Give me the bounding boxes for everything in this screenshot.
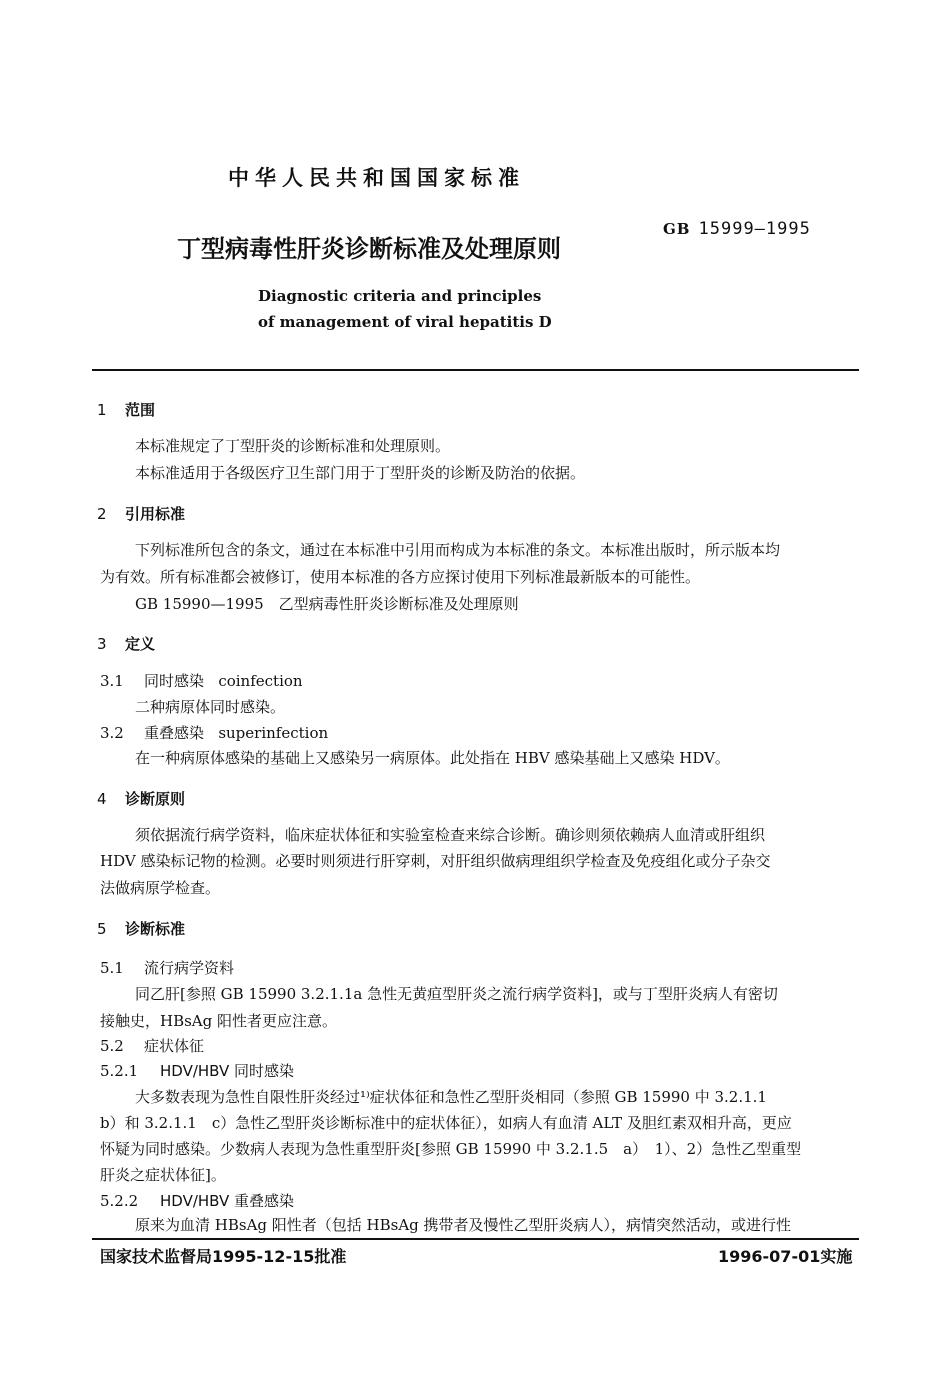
section-title: 引用标准	[125, 505, 186, 523]
section-title: 诊断标准	[125, 920, 186, 938]
clause-title: HDV/HBV 重叠感染	[160, 1192, 295, 1210]
clause-number: 5.2	[100, 1037, 124, 1055]
clause-5-2-2-line-1: 原来为血清 HBsAg 阳性者（包括 HBsAg 携带者及慢性乙型肝炎病人），病情突然活动，或进行性	[135, 1216, 792, 1234]
clause-5-1-line-2: 接触史，HBsAg 阳性者更应注意。	[100, 1012, 338, 1030]
clause-5-1-heading	[100, 957, 234, 978]
standard-code-number: 15999—1995	[698, 219, 811, 239]
clause-title: HDV/HBV 同时感染	[160, 1062, 295, 1080]
term-en: superinfection	[218, 724, 329, 742]
section-1-heading	[97, 399, 155, 420]
section-number: 3	[97, 635, 107, 653]
implementation-date: 1996-07-01实施	[718, 1247, 853, 1266]
term-zh: 同时感染	[144, 672, 205, 690]
section-1-para-2: 本标准适用于各级医疗卫生部门用于丁型肝炎的诊断及防治的依据。	[135, 464, 586, 482]
reference-standard: GB 15990—1995 乙型病毒性肝炎诊断标准及处理原则	[135, 595, 519, 613]
section-number: 2	[97, 505, 107, 523]
clause-number: 5.2.1	[100, 1062, 139, 1080]
standard-code-prefix: GB	[663, 220, 691, 238]
clause-number: 5.2.2	[100, 1192, 139, 1210]
definition-3-1-text: 二种病原体同时感染。	[135, 698, 286, 716]
section-title: 定义	[125, 635, 156, 653]
clause-5-2-1-line-4: 肝炎之症状体征]。	[100, 1166, 226, 1184]
term-en: coinfection	[218, 672, 303, 690]
definition-3-1-heading	[100, 670, 303, 691]
section-number: 1	[97, 401, 107, 419]
section-title: 诊断原则	[125, 790, 186, 808]
definition-3-2-text: 在一种病原体感染的基础上又感染另一病原体。此处指在 HBV 感染基础上又感染 HDV。	[135, 749, 730, 767]
clause-title: 症状体征	[144, 1037, 205, 1055]
section-3-heading	[97, 633, 155, 654]
section-1-para-1: 本标准规定了丁型肝炎的诊断标准和处理原则。	[135, 437, 451, 455]
section-number: 4	[97, 790, 107, 808]
section-4-heading	[97, 788, 185, 809]
document-title-en	[258, 283, 552, 335]
clause-title: 流行病学资料	[144, 959, 235, 977]
section-4-line-2: HDV 感染标记物的检测。必要时则须进行肝穿刺，对肝组织做病理组织学检查及免疫组化或分子杂交	[100, 852, 771, 870]
clause-5-2-1-line-2: b）和 3.2.1.1 c）急性乙型肝炎诊断标准中的症状体征），如病人有血清 ALT 及胆红素双相升高，更应	[100, 1114, 792, 1132]
clause-5-1-line-1: 同乙肝[参照 GB 15990 3.2.1.1a 急性无黄疸型肝炎之流行病学资料]，或与丁型肝炎病人有密切	[135, 985, 778, 1003]
section-4-line-3: 法做病原学检查。	[100, 879, 221, 897]
section-2-heading	[97, 503, 185, 524]
section-4-line-1: 须依据流行病学资料，临床症状体征和实验室检查来综合诊断。确诊则须依赖病人血清或肝组织	[135, 826, 766, 844]
clause-5-2-1-heading	[100, 1060, 294, 1081]
title-en-line1: Diagnostic criteria and principles	[258, 287, 542, 305]
section-5-heading	[97, 918, 185, 939]
footer-divider	[92, 1238, 859, 1240]
clause-5-2-1-line-1: 大多数表现为急性自限性肝炎经过¹⁾症状体征和急性乙型肝炎相同（参照 GB 15990 中 3.2.1.1	[135, 1088, 767, 1106]
clause-number: 5.1	[100, 959, 124, 977]
clause-5-2-heading	[100, 1035, 204, 1056]
standard-code	[663, 219, 811, 239]
section-2-line-2: 为有效。所有标准都会被修订，使用本标准的各方应探讨使用下列标准最新版本的可能性。	[100, 568, 701, 586]
section-2-line-1: 下列标准所包含的条文，通过在本标准中引用而构成为本标准的条文。本标准出版时，所示版本均	[135, 541, 781, 559]
clause-5-2-1-line-3: 怀疑为同时感染。少数病人表现为急性重型肝炎[参照 GB 15990 中 3.2.1.5 a） 1）、2）急性乙型重型	[100, 1140, 802, 1158]
section-title: 范围	[125, 401, 156, 419]
national-standard-heading: 中华人民共和国国家标准	[228, 166, 525, 190]
title-en-line2: of management of viral hepatitis D	[258, 313, 552, 331]
clause-number: 3.2	[100, 724, 124, 742]
approval-date: 国家技术监督局1995-12-15批准	[100, 1247, 347, 1266]
document-title-zh: 丁型病毒性肝炎诊断标准及处理原则	[177, 235, 561, 263]
clause-5-2-2-heading	[100, 1190, 294, 1211]
definition-3-2-heading	[100, 722, 328, 743]
section-number: 5	[97, 920, 107, 938]
header-divider	[92, 369, 859, 371]
clause-number: 3.1	[100, 672, 124, 690]
term-zh: 重叠感染	[144, 724, 205, 742]
